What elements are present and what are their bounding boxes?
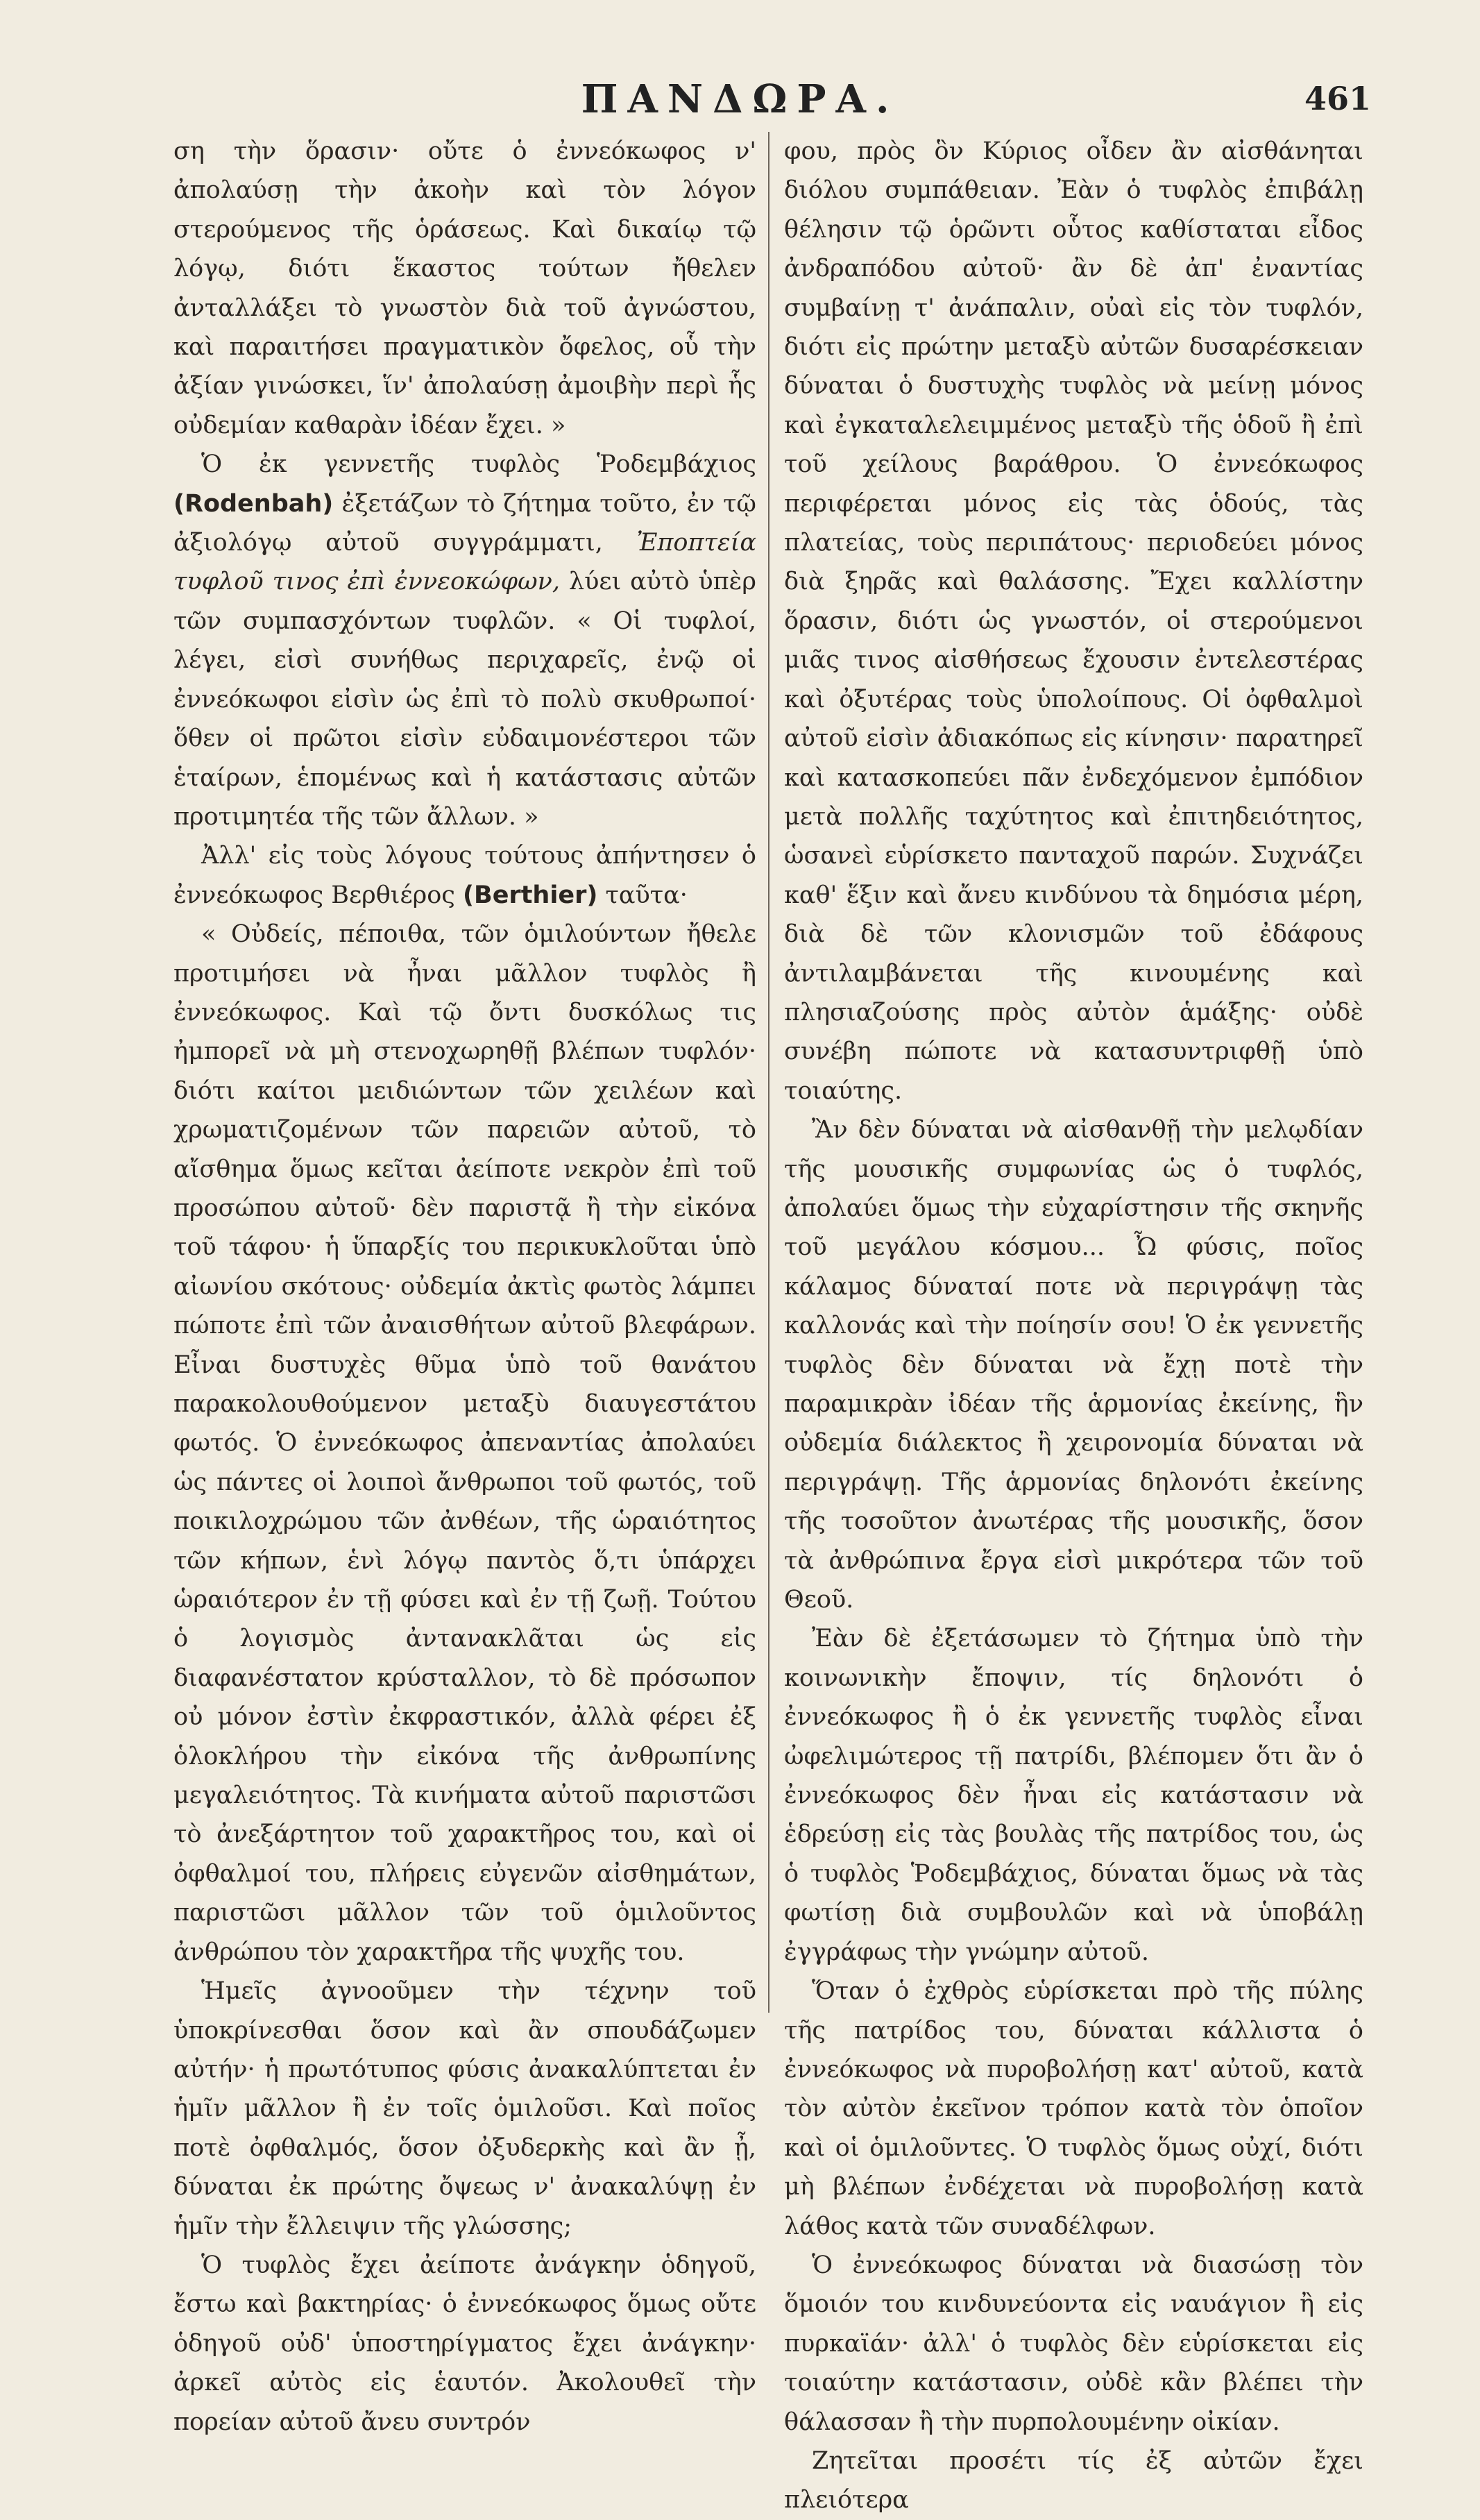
left-p3-text-b: ταῦτα· (605, 881, 688, 909)
latin-name-rodenbah: (Rodenbah) (173, 489, 334, 518)
latin-name-berthier: (Berthier) (463, 881, 598, 909)
journal-title: ΠΑΝΔΩΡΑ. (581, 76, 899, 122)
page-number: 461 (1304, 80, 1372, 117)
right-paragraph-6: Ζητεῖται προσέτι τίς ἐξ αὐτῶν ἔχει πλειότερα (784, 2446, 1363, 2514)
left-column (173, 132, 756, 2442)
left-paragraph-3 (173, 836, 756, 915)
right-paragraph-2: Ἂν δὲν δύναται νὰ αἰσθανθῇ τὴν μελῳδίαν τῆς μουσικῆς συμφωνίας ὡς ὁ τυφλός, ἀπολαύει ὅμως τὴν εὐχαρίστησιν τῆς σκηνῆς τοῦ μεγάλου κόσμου... Ὦ φύσις, ποῖος κάλαμος δύναταί ποτε νὰ περιγράψῃ τὰς καλλονάς καὶ τὴν ποίησίν σου! Ὁ ἐκ γεννετῆς τυφλὸς δὲν δύναται νὰ ἔχῃ ποτὲ τὴν παραμικρὰν ἰδέαν τῆς ἁρμονίας ἐκείνης, ἣν οὐδεμία διάλεκτος ἢ χειρονομία δύναται νὰ περιγράψῃ. Τῆς ἁρμονίας δηλονότι ἐκείνης τῆς τοσοῦτον ἀνωτέρας τῆς μουσικῆς, ὅσον τὰ ἀνθρώπινα ἔργα εἰσὶ μικρότερα τῶν τοῦ Θεοῦ. (784, 1116, 1363, 1614)
left-paragraph-5: Ἡμεῖς ἀγνοοῦμεν τὴν τέχνην τοῦ ὑποκρίνεσθαι ὅσον καὶ ἂν σπουδάζωμεν αὐτήν· ἡ πρωτότυπος φύσις ἀνακαλύπτεται ἐν ἡμῖν μᾶλλον ἢ ἐν τοῖς ὁμιλοῦσι. Καὶ ποῖος ποτὲ ὀφθαλμός, ὅσον ὀξυδερκὴς καὶ ἂν ᾖ, δύναται ἐκ πρώτης ὄψεως ν' ἀνακαλύψῃ ἐν ἡμῖν τὴν ἔλλειψιν τῆς γλώσσης; (173, 1977, 756, 2240)
left-p3-text-a: Ἀλλ' εἰς τοὺς λόγους τούτους ἀπήντησεν ὁ ἐννεόκωφος Βερθιέρος (173, 842, 756, 909)
right-column (784, 132, 1363, 2520)
column-divider (768, 132, 769, 2013)
left-paragraph-6: Ὁ τυφλὸς ἔχει ἀείποτε ἀνάγκην ὁδηγοῦ, ἔστω καὶ βακτηρίας· ὁ ἐννεόκωφος ὅμως οὔτε ὁδηγοῦ οὐδ' ὑποστηρίγματος ἔχει ἀνάγκην· ἀρκεῖ αὐτὸς εἰς ἑαυτόν. Ἀκολουθεῖ τὴν πορείαν αὐτοῦ ἄνευ συντρόν (173, 2251, 756, 2436)
right-paragraph-4: Ὅταν ὁ ἐχθρὸς εὑρίσκεται πρὸ τῆς πύλης τῆς πατρίδος του, δύναται κάλλιστα ὁ ἐννεόκωφος νὰ πυροβολήσῃ κατ' αὐτοῦ, κατὰ τὸν αὐτὸν ἐκεῖνον τρόπον κατὰ τὸν ὁποῖον καὶ οἱ ὁμιλοῦντες. Ὁ τυφλὸς ὅμως οὐχί, διότι μὴ βλέπων ἐνδέχεται νὰ πυροβολήσῃ κατὰ λάθος κατὰ τῶν συναδέλφων. (784, 1977, 1363, 2240)
right-paragraph-5: Ὁ ἐννεόκωφος δύναται νὰ διασώσῃ τὸν ὅμοιόν του κινδυνεύοντα εἰς ναυάγιον ἢ εἰς πυρκαϊάν· ἀλλ' ὁ τυφλὸς δὲν εὑρίσκεται εἰς τοιαύτην κατάστασιν, οὐδὲ κἂν βλέπει τὴν θάλασσαν ἢ τὴν πυρπολουμένην οἰκίαν. (784, 2251, 1363, 2436)
left-paragraph-4: « Οὐδείς, πέποιθα, τῶν ὁμιλούντων ἤθελε προτιμήσει νὰ ἦναι μᾶλλον τυφλὸς ἢ ἐννεόκωφος. Καὶ τῷ ὄντι δυσκόλως τις ἠμπορεῖ νὰ μὴ στενοχωρηθῇ βλέπων τυφλόν· διότι καίτοι μειδιώντων τῶν χειλέων καὶ χρωματιζομένων τῶν παρειῶν αὐτοῦ, τὸ αἴσθημα ὅμως κεῖται ἀείποτε νεκρὸν ἐπὶ τοῦ προσώπου αὐτοῦ· δὲν παριστᾷ ἢ τὴν εἰκόνα τοῦ τάφου· ἡ ὕπαρξίς του περικυκλοῦται ὑπὸ αἰωνίου σκότους· οὐδεμία ἀκτὶς φωτὸς λάμπει πώποτε ἐπὶ τῶν ἀναισθήτων αὐτοῦ βλεφάρων. Εἶναι δυστυχὲς θῦμα ὑπὸ τοῦ θανάτου παρακολουθούμενον μεταξὺ διαυγεστάτου φωτός. Ὁ ἐννεόκωφος ἀπεναντίας ἀπολαύει ὡς πάντες οἱ λοιποὶ ἄνθρωποι τοῦ φωτός, τοῦ ποικιλοχρώμου τῶν ἀνθέων, τῆς ὡραιότητος τῶν κήπων, ἑνὶ λόγῳ παντὸς ὅ,τι ὑπάρχει ὡραιότερον ἐν τῇ φύσει καὶ ἐν τῇ ζωῇ. Τούτου ὁ λογισμὸς ἀντανακλᾶται ὡς εἰς διαφανέστατον κρύσταλλον, τὸ δὲ πρόσωπον οὐ μόνον ἐστὶν ἐκφραστικόν, ἀλλὰ φέρει ἐξ ὁλοκλήρου τὴν εἰκόνα τῆς ἀνθρωπίνης μεγαλειότητος. Τὰ κινήματα αὐτοῦ παριστῶσι τὸ ἀνεξάρτητον τοῦ χαρακτῆρος του, καὶ οἱ ὀφθαλμοί του, πλήρεις εὐγενῶν αἰσθημάτων, παριστῶσι μᾶλλον τῶν τοῦ ὁμιλοῦντος ἀνθρώπου τὸν χαρακτῆρα τῆς ψυχῆς του. (173, 920, 756, 1966)
left-p2-text-c: λύει αὐτὸ ὑπὲρ τῶν συμπασχόντων τυφλῶν. « Οἱ τυφλοί, λέγει, εἰσὶ συνήθως περιχαρεῖς, ἐνῷ οἱ ἐννεόκωφοι εἰσὶν ὡς ἐπὶ τὸ πολὺ σκυθρωποί· ὅθεν οἱ πρῶτοι εἰσὶν εὐδαιμονέστεροι τῶν ἑταίρων, ἑπομένως καὶ ἡ κατάστασις αὐτῶν προτιμητέα τῆς τῶν ἄλλων. » (173, 568, 756, 831)
left-p2-text-b: ἐξετάζων τὸ ζήτημα τοῦτο, ἐν τῷ ἀξιολόγῳ αὐτοῦ συγγράμματι, (173, 489, 756, 557)
right-paragraph-3: Ἐὰν δὲ ἐξετάσωμεν τὸ ζήτημα ὑπὸ τὴν κοινωνικὴν ἔποψιν, τίς δηλονότι ὁ ἐννεόκωφος ἢ ὁ ἐκ γεννετῆς τυφλὸς εἶναι ὠφελιμώτερος τῇ πατρίδι, βλέπομεν ὅτι ἂν ὁ ἐννεόκωφος δὲν ἦναι εἰς κατάστασιν νὰ ἑδρεύσῃ εἰς τὰς βουλὰς τῆς πατρίδος του, ὡς ὁ τυφλὸς Ῥοδεμβάχιος, δύναται ὅμως νὰ τὰς φωτίσῃ διὰ συμβουλῶν καὶ νὰ ὑποβάλῃ ἐγγράφως τὴν γνώμην αὐτοῦ. (784, 1625, 1363, 1966)
left-p2-text-a: Ὁ ἐκ γεννετῆς τυφλὸς Ῥοδεμβάχιος (201, 450, 756, 479)
book-title-italic: Ἐποπτεία τυφλοῦ τινος ἐπὶ ἐννεοκώφων, (173, 529, 756, 596)
left-paragraph-2 (173, 445, 756, 836)
left-paragraph-1: ση τὴν ὅρασιν· οὔτε ὁ ἐννεόκωφος ν' ἀπολαύσῃ τὴν ἀκοὴν καὶ τὸν λόγον στερούμενος τῆς ὁράσεως. Καὶ δικαίῳ τῷ λόγῳ, διότι ἕκαστος τούτων ἤθελεν ἀνταλλάξει τὸ γνωστὸν διὰ τοῦ ἀγνώστου, καὶ παραιτήσει πραγματικὸν ὄφελος, οὗ τὴν ἀξίαν γινώσκει, ἵν' ἀπολαύσῃ ἀμοιβὴν περὶ ἧς οὐδεμίαν καθαρὰν ἰδέαν ἔχει. » (173, 137, 756, 439)
right-paragraph-1: φου, πρὸς ὃν Κύριος οἶδεν ἂν αἰσθάνηται διόλου συμπάθειαν. Ἐὰν ὁ τυφλὸς ἐπιβάλῃ θέλησιν τῷ ὁρῶντι οὗτος καθίσταται εἶδος ἀνδραπόδου αὐτοῦ· ἂν δὲ ἀπ' ἐναντίας συμβαίνῃ τ' ἀνάπαλιν, οὐαὶ εἰς τὸν τυφλόν, διότι εἰς πρώτην μεταξὺ αὐτῶν δυσαρέσκειαν δύναται ὁ δυστυχὴς τυφλὸς νὰ μείνῃ μόνος καὶ ἐγκαταλελειμμένος μεταξὺ τῆς ὁδοῦ ἢ ἐπὶ τοῦ χείλους βαράθρου. Ὁ ἐννεόκωφος περιφέρεται μόνος εἰς τὰς ὁδούς, τὰς πλατείας, τοὺς περιπάτους· περιοδεύει μόνος διὰ ξηρᾶς καὶ θαλάσσης. Ἔχει καλλίστην ὅρασιν, διότι ὡς γνωστόν, οἱ στερούμενοι μιᾶς τινος αἰσθήσεως ἔχουσιν ἐντελεστέρας καὶ ὀξυτέρας τοὺς ὑπολοίπους. Οἱ ὀφθαλμοὶ αὐτοῦ εἰσὶν ἀδιακόπως εἰς κίνησιν· παρατηρεῖ καὶ κατασκοπεύει πᾶν ἐνδεχόμενον ἐμπόδιον μετὰ πολλῆς ταχύτητος καὶ ἐπιτηδειότητος, ὡσανεὶ εὑρίσκετο πανταχοῦ παρών. Συχνάζει καθ' ἕξιν καὶ ἄνευ κινδύνου τὰ δημόσια μέρη, διὰ δὲ τῶν κλονισμῶν τοῦ ἐδάφους ἀντιλαμβάνεται τῆς κινουμένης καὶ πλησιαζούσης πρὸς αὐτὸν ἁμάξης· οὐδὲ συνέβη πώποτε νὰ κατασυντριφθῇ ὑπὸ τοιαύτης. (784, 137, 1363, 1105)
